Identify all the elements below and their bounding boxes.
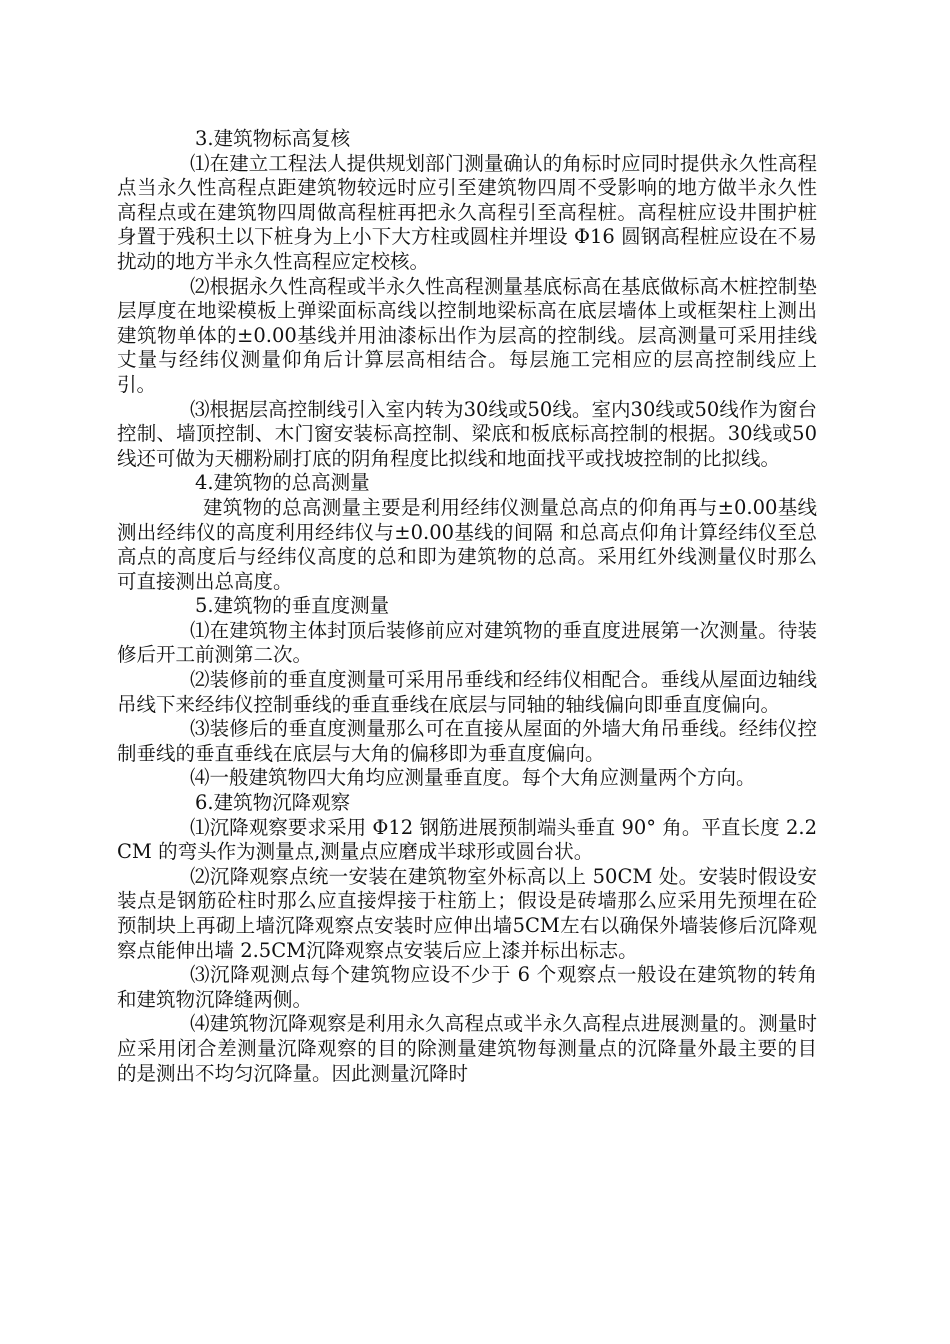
paragraph-3-2: ⑵根据永久性高程或半永久性高程测量基底标高在基底做标高木桩控制垫层厚度在地梁模板上弹梁面标高线以控制地梁标高在底层墙体上或框架柱上测出建筑物单体的±0.00基线并用油漆标出作为层高的控制线。层高测量可采用挂线丈量与经纬仪测量仰角后计算层高相结合。每层施工完相应的层高控制线应上引。 <box>117 274 817 396</box>
paragraph-6-1: ⑴沉降观察要求采用 Φ12 钢筋进展预制端头垂直 90° 角。平直长度 2.2CM 的弯头作为测量点,测量点应磨成半球形或圆台状。 <box>117 815 817 864</box>
paragraph-5-3: ⑶装修后的垂直度测量那么可在直接从屋面的外墙大角吊垂线。经纬仪控制垂线的垂直垂线在底层与大角的偏移即为垂直度偏向。 <box>117 717 817 765</box>
paragraph-4-1: 建筑物的总高测量主要是利用经纬仪测量总高点的仰角再与±0.00基线测出经纬仪的高度利用经纬仪与±0.00基线的间隔 和总高点仰角计算经纬仪至总高点的高度后与经纬仪高度的总和即为建筑物的总高。采用红外线测量仪时那么可直接测出总高度。 <box>117 495 817 593</box>
section-heading-4: 4.建筑物的总高测量 <box>195 471 370 495</box>
paragraph-6-2: ⑵沉降观察点统一安装在建筑物室外标高以上 50CM 处。安装时假设安装点是钢筋砼柱时那么应直接焊接于柱筋上；假设是砖墙那么应采用先预埋在砼预制块上再砌上墙沉降观察点安装时应伸出墙5CM左右以确保外墙装修后沉降观察点能伸出墙 2.5CM沉降观察点安装后应上漆并标出标志。 <box>117 864 817 962</box>
section-heading-3: 3.建筑物标高复核 <box>195 127 351 150</box>
paragraph-6-4: ⑷建筑物沉降观察是利用永久高程点或半永久高程点进展测量的。测量时应采用闭合差测量沉降观察的目的除测量建筑物每测量点的沉降量外最主要的目的是测出不均匀沉降量。因此测量沉降时 <box>117 1012 817 1085</box>
section-heading-5: 5.建筑物的垂直度测量 <box>195 594 390 618</box>
paragraph-5-1: ⑴在建筑物主体封顶后装修前应对建筑物的垂直度进展第一次测量。待装修后开工前测第二次。 <box>117 618 817 667</box>
paragraph-5-4: ⑷一般建筑物四大角均应测量垂直度。每个大角应测量两个方向。 <box>190 766 756 790</box>
paragraph-3-3: ⑶根据层高控制线引入室内转为30线或50线。室内30线或50线作为窗台控制、墙顶控制、木门窗安装标高控制、梁底和板底标高控制的根据。30线或50线还可做为天棚粉刷打底的阴角程度比拟线和地面找平或找坡控制的比拟线。 <box>117 397 817 470</box>
paragraph-5-2: ⑵装修前的垂直度测量可采用吊垂线和经纬仪相配合。垂线从屋面边轴线吊线下来经纬仪控制垂线的垂直垂线在底层与同轴的轴线偏向即垂直度偏向。 <box>117 668 817 716</box>
section-heading-6: 6.建筑物沉降观察 <box>195 791 351 815</box>
document-body <box>117 127 817 1086</box>
paragraph-6-3: ⑶沉降观测点每个建筑物应设不少于 6 个观察点一般设在建筑物的转角和建筑物沉降缝两侧。 <box>117 963 817 1011</box>
paragraph-3-1: ⑴在建立工程法人提供规划部门测量确认的角标时应同时提供永久性高程点当永久性高程点距建筑物较远时应引至建筑物四周不受影响的地方做半永久性高程点或在建筑物四周做高程桩再把永久高程引至高程桩。高程桩应设井围护桩身置于残积土以下桩身为上小下大方柱或圆柱并埋设 Φ16 圆钢高程桩应设在不易扰动的地方半永久性高程应定校核。 <box>117 151 817 273</box>
